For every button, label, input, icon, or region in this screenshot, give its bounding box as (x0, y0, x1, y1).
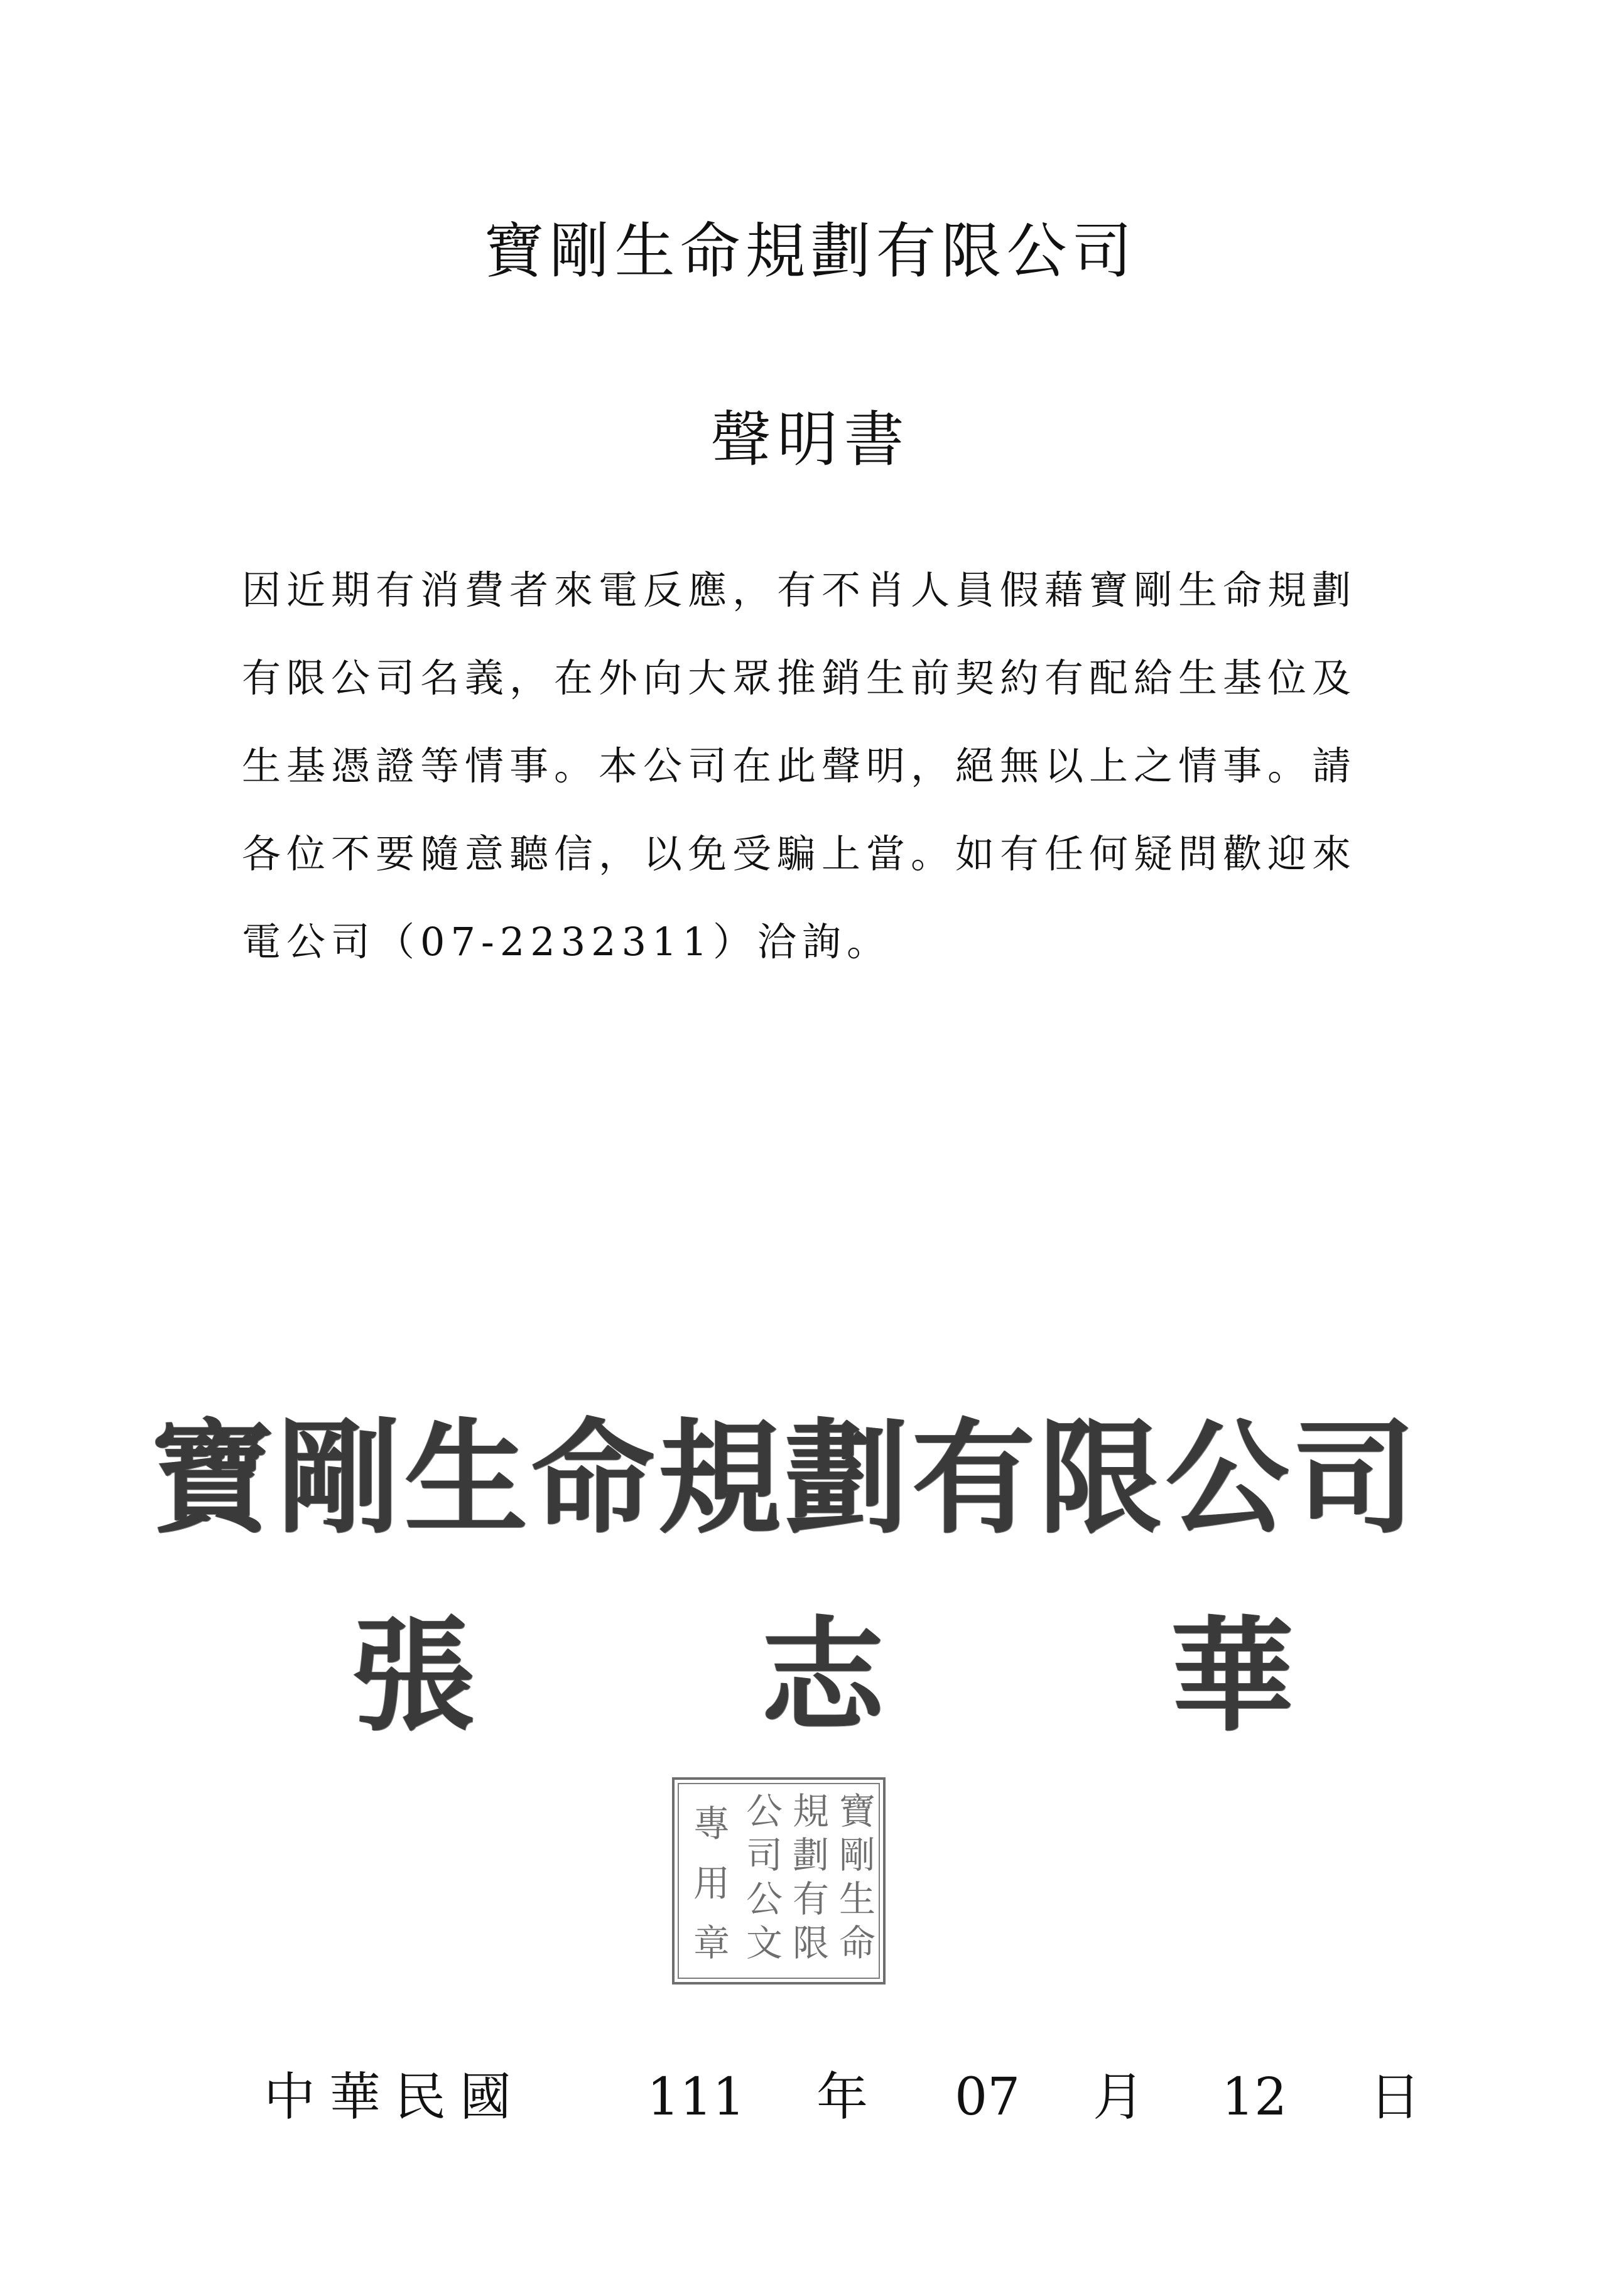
body-line: 各位不要隨意聽信，以免受騙上當。如有任何疑問歡迎來 (242, 831, 1357, 877)
svg-text:有: 有 (793, 1878, 830, 1920)
declaration-body (242, 546, 1357, 986)
svg-text:劃: 劃 (793, 1834, 830, 1876)
body-line: 有限公司名義，在外向大眾推銷生前契約有配給生基位及 (242, 655, 1357, 701)
document-title: 聲明書 (710, 404, 911, 475)
body-line: 生基憑證等情事。本公司在此聲明，絕無以上之情事。請 (242, 743, 1357, 789)
body-line: 因近期有消費者來電反應，有不肖人員假藉寶剛生命規劃 (242, 567, 1357, 613)
seal-graphic (675, 1780, 883, 1982)
date-month-unit: 月 (1093, 2067, 1145, 2127)
svg-text:章: 章 (693, 1922, 730, 1964)
date-year: 111 (647, 2067, 745, 2127)
date-year-unit: 年 (816, 2067, 869, 2127)
svg-text:文: 文 (746, 1922, 783, 1964)
representative-name-char: 華 (1170, 1605, 1294, 1748)
representative-name-stamp (352, 1605, 1294, 1748)
svg-text:寶: 寶 (839, 1790, 876, 1833)
issue-date (264, 2060, 1421, 2135)
svg-text:司: 司 (746, 1834, 783, 1876)
svg-text:命: 命 (839, 1922, 876, 1964)
date-month: 07 (955, 2067, 1021, 2127)
body-line: 電公司（07-2232311）洽詢。 (242, 919, 891, 965)
letterhead-company-name: 寶剛生命規劃有限公司 (484, 216, 1137, 286)
date-day-unit: 日 (1369, 2067, 1421, 2127)
svg-text:剛: 剛 (839, 1834, 876, 1876)
date-day: 12 (1222, 2067, 1288, 2127)
svg-text:專: 專 (693, 1802, 730, 1845)
svg-text:規: 規 (793, 1790, 830, 1833)
company-name-stamp: 寶剛生命規劃有限公司 (151, 1407, 1420, 1551)
svg-text:生: 生 (839, 1878, 876, 1920)
date-era: 中華民國 (264, 2067, 526, 2127)
svg-text:用: 用 (693, 1862, 730, 1905)
svg-text:公: 公 (746, 1790, 783, 1833)
svg-text:公: 公 (746, 1878, 783, 1920)
representative-name-char: 志 (761, 1605, 884, 1748)
svg-text:限: 限 (793, 1922, 830, 1964)
representative-name-char: 張 (352, 1605, 475, 1748)
official-seal-stamp (672, 1777, 886, 1985)
